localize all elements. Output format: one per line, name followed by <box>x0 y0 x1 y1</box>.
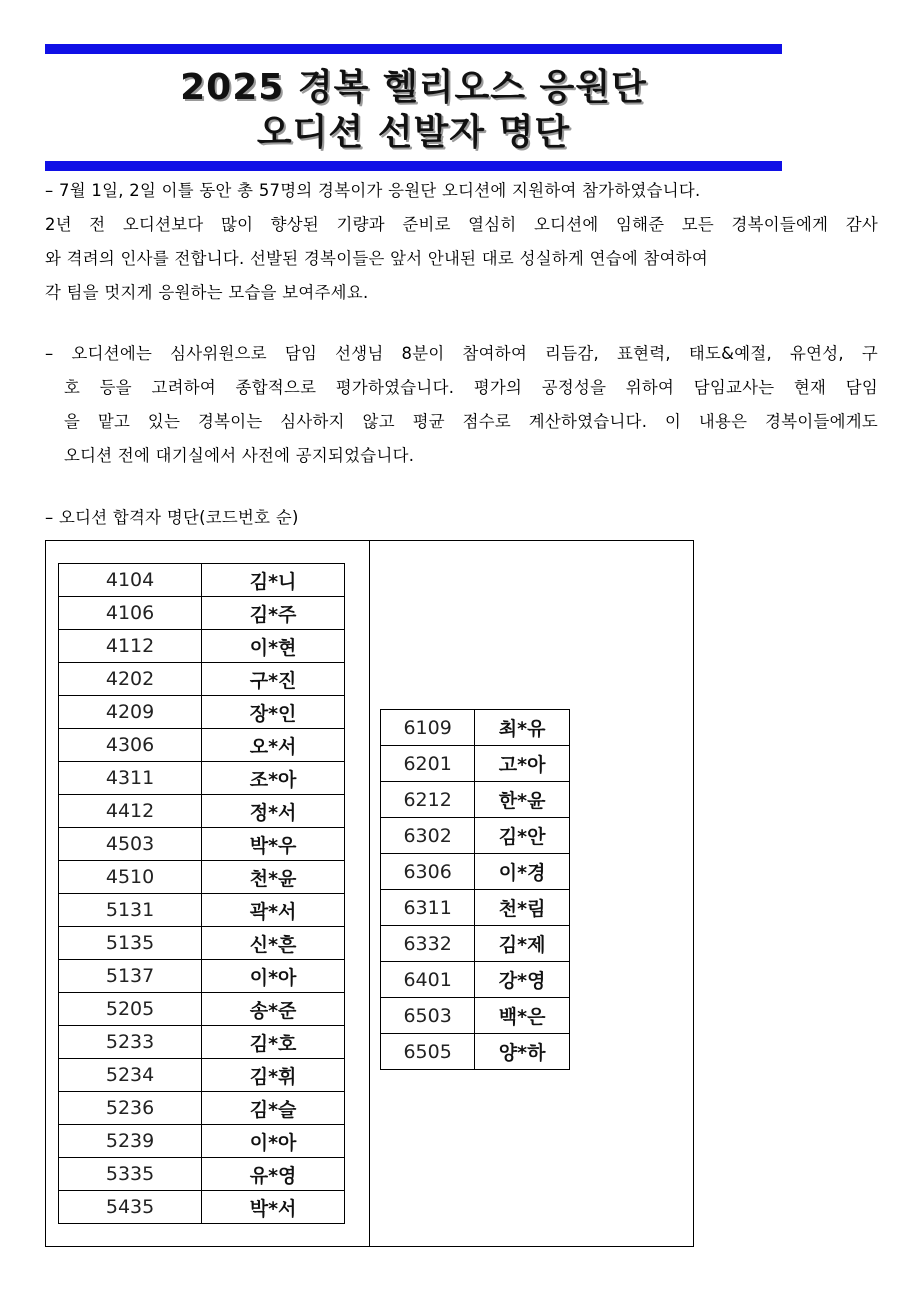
table-row <box>381 710 570 746</box>
table-row <box>59 795 345 828</box>
table-row <box>381 998 570 1034</box>
table-row <box>381 926 570 962</box>
process-line-4: 오디션 전에 대기실에서 사전에 공지되었습니다. <box>64 446 415 465</box>
table-row <box>59 894 345 927</box>
student-code: 6311 <box>381 890 475 926</box>
student-code: 6332 <box>381 926 475 962</box>
student-name: 천*림 <box>475 890 570 926</box>
student-name: 박*우 <box>202 828 345 861</box>
table-row <box>59 564 345 597</box>
student-code: 5239 <box>59 1125 202 1158</box>
student-code: 4311 <box>59 762 202 795</box>
table-row <box>59 630 345 663</box>
table-row <box>59 696 345 729</box>
student-name: 백*은 <box>475 998 570 1034</box>
student-code: 5233 <box>59 1026 202 1059</box>
table-row <box>381 818 570 854</box>
student-name: 구*진 <box>202 663 345 696</box>
student-code: 4202 <box>59 663 202 696</box>
student-name: 장*인 <box>202 696 345 729</box>
page-title-line1: 2025 경복 헬리오스 응원단 <box>180 67 647 108</box>
table-row <box>59 1026 345 1059</box>
student-name: 김*안 <box>475 818 570 854</box>
student-name: 김*니 <box>202 564 345 597</box>
student-name: 이*현 <box>202 630 345 663</box>
student-code: 5234 <box>59 1059 202 1092</box>
bottom-divider-bar <box>45 161 782 171</box>
student-code: 4209 <box>59 696 202 729</box>
table-row <box>59 597 345 630</box>
table-row <box>59 1125 345 1158</box>
table-row <box>59 960 345 993</box>
process-paragraph <box>45 337 878 473</box>
student-code: 6505 <box>381 1034 475 1070</box>
roster-frame-divider <box>369 540 370 1247</box>
student-name: 김*주 <box>202 597 345 630</box>
table-row <box>59 1191 345 1224</box>
student-code: 4306 <box>59 729 202 762</box>
student-code: 5335 <box>59 1158 202 1191</box>
student-name: 고*아 <box>475 746 570 782</box>
table-row <box>381 890 570 926</box>
student-code: 4503 <box>59 828 202 861</box>
student-code: 5131 <box>59 894 202 927</box>
student-name: 양*하 <box>475 1034 570 1070</box>
student-code: 6201 <box>381 746 475 782</box>
intro-line-2: 2년 전 오디션보다 많이 향상된 기량과 준비로 열심히 오디션에 임해준 모든 경복이들에게 감사 <box>45 215 878 234</box>
top-divider-bar <box>45 44 782 54</box>
student-code: 6401 <box>381 962 475 998</box>
student-name: 김*호 <box>202 1026 345 1059</box>
student-name: 천*윤 <box>202 861 345 894</box>
student-name: 강*영 <box>475 962 570 998</box>
process-line-2: 호 등을 고려하여 종합적으로 평가하였습니다. 평가의 공정성을 위하여 담임교사는 현재 담임 <box>64 378 878 397</box>
intro-line-4: 각 팀을 멋지게 응원하는 모습을 보여주세요. <box>45 283 369 302</box>
student-code: 4106 <box>59 597 202 630</box>
student-code: 4412 <box>59 795 202 828</box>
table-row <box>59 861 345 894</box>
table-row <box>59 729 345 762</box>
student-name: 김*제 <box>475 926 570 962</box>
student-code: 6212 <box>381 782 475 818</box>
list-heading: – 오디션 합격자 명단(코드번호 순) <box>45 508 299 527</box>
student-code: 6306 <box>381 854 475 890</box>
student-code: 5205 <box>59 993 202 1026</box>
student-code: 5135 <box>59 927 202 960</box>
table-row <box>59 828 345 861</box>
table-row <box>59 663 345 696</box>
table-row <box>381 854 570 890</box>
table-row <box>381 782 570 818</box>
student-name: 조*아 <box>202 762 345 795</box>
student-code: 4104 <box>59 564 202 597</box>
student-code: 4510 <box>59 861 202 894</box>
intro-line-1: – 7월 1일, 2일 이틀 동안 총 57명의 경복이가 응원단 오디션에 지원하여 참가하였습니다. <box>45 181 701 200</box>
table-row <box>59 1158 345 1191</box>
intro-paragraph <box>45 174 878 310</box>
page-title-line2: 오디션 선발자 명단 <box>256 112 571 153</box>
student-code: 5137 <box>59 960 202 993</box>
student-name: 김*휘 <box>202 1059 345 1092</box>
student-name: 유*영 <box>202 1158 345 1191</box>
table-row <box>59 993 345 1026</box>
student-code: 5435 <box>59 1191 202 1224</box>
student-name: 송*준 <box>202 993 345 1026</box>
roster-table-right <box>380 709 570 1070</box>
student-name: 오*서 <box>202 729 345 762</box>
student-code: 5236 <box>59 1092 202 1125</box>
student-name: 신*흔 <box>202 927 345 960</box>
table-row <box>381 1034 570 1070</box>
table-row <box>59 927 345 960</box>
student-name: 곽*서 <box>202 894 345 927</box>
intro-line-3: 와 격려의 인사를 전합니다. 선발된 경복이들은 앞서 안내된 대로 성실하게 연습에 참여하여 <box>45 249 709 268</box>
process-line-1: – 오디션에는 심사위원으로 담임 선생님 8분이 참여하여 리듬감, 표현력, 태도&예절, 유연성, 구 <box>45 344 878 363</box>
student-code: 6503 <box>381 998 475 1034</box>
student-name: 이*아 <box>202 1125 345 1158</box>
student-code: 6109 <box>381 710 475 746</box>
table-row <box>59 1092 345 1125</box>
table-row <box>381 746 570 782</box>
student-name: 김*슬 <box>202 1092 345 1125</box>
table-row <box>59 1059 345 1092</box>
table-row <box>59 762 345 795</box>
student-name: 최*유 <box>475 710 570 746</box>
roster-table-left <box>58 563 345 1224</box>
student-code: 4112 <box>59 630 202 663</box>
student-name: 한*윤 <box>475 782 570 818</box>
student-code: 6302 <box>381 818 475 854</box>
student-name: 이*아 <box>202 960 345 993</box>
table-row <box>381 962 570 998</box>
student-name: 박*서 <box>202 1191 345 1224</box>
process-line-3: 을 맡고 있는 경복이는 심사하지 않고 평균 점수로 계산하였습니다. 이 내용은 경복이들에게도 <box>64 412 878 431</box>
student-name: 정*서 <box>202 795 345 828</box>
student-name: 이*경 <box>475 854 570 890</box>
